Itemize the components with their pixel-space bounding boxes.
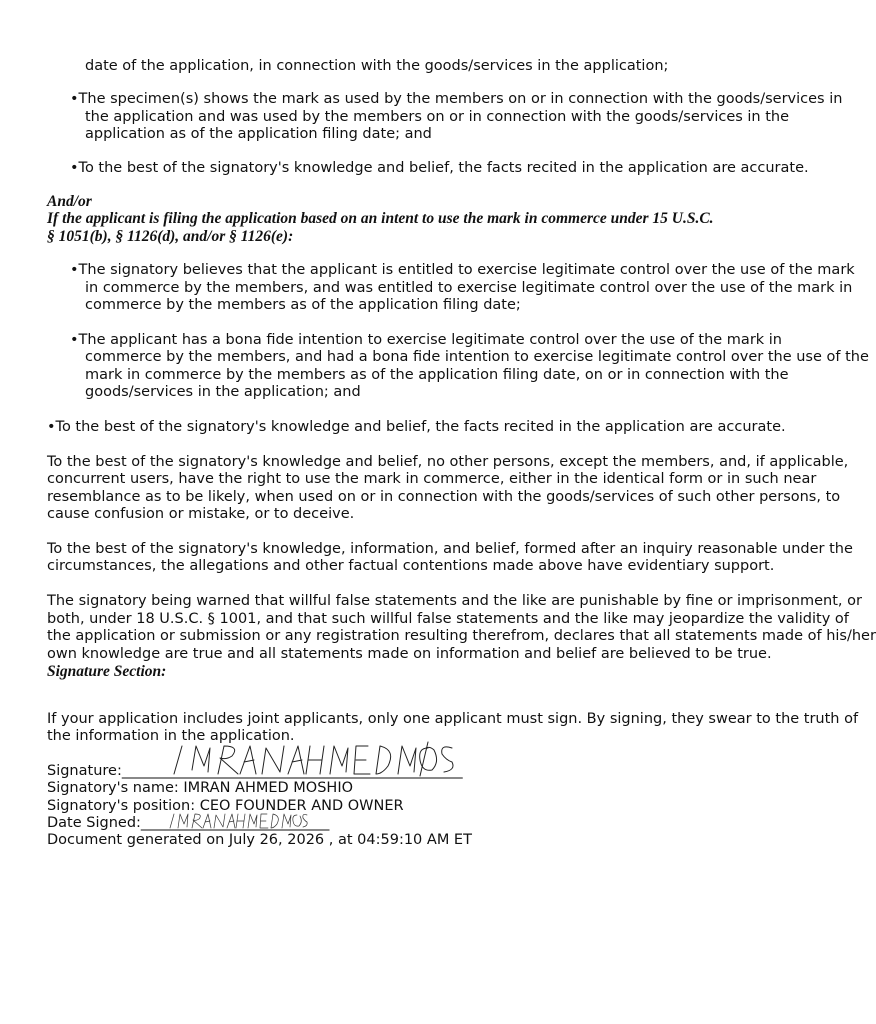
paragraph-warning-line2: both, under 18 U.S.C. § 1001, and that such willful false statements and the like may jeopardize the validity of (47, 611, 849, 627)
paragraph-no-other-persons-line4: cause confusion or mistake, or to deceive. (47, 506, 355, 522)
paragraph-no-other-persons: To the best of the signatory's knowledge and belief, no other persons, except the members, and, if applicable, (47, 454, 849, 470)
bullet-specimen: •The specimen(s) shows the mark as used by the members on or in connection with the goods/services in (70, 91, 843, 107)
intent-to-use-heading-line2: § 1051(b), § 1126(d), and/or § 1126(e): (47, 228, 294, 245)
paragraph-evidentiary-support-line2: circumstances, the allegations and other factual contentions made above have evidentiary support. (47, 558, 775, 574)
bullet-legitimate-control-line2: in commerce by the members, and was entitled to exercise legitimate control over the use of the mark in (85, 280, 853, 296)
date-signed-label: Date Signed: (47, 815, 141, 831)
signature-section-heading: Signature Section: (47, 663, 167, 680)
signatory-name: Signatory's name: IMRAN AHMED MOSHIO (47, 780, 354, 796)
date-signed-line: __________________________ (140, 815, 330, 831)
paragraph-no-other-persons-line2: concurrent users, have the right to use the mark in commerce, either in the identical form or in such near (47, 471, 817, 487)
paragraph-warning: The signatory being warned that willful false statements and the like are punishable by fine or imprisonment, or (47, 593, 862, 609)
paragraph-evidentiary-support: To the best of the signatory's knowledge, information, and belief, formed after an inquiry reasonable under the (47, 541, 853, 557)
signature-line: _______________________________________________ (121, 763, 463, 779)
paragraph-warning-line4: own knowledge are true and all statements made on information and belief are believed to be true. (47, 646, 772, 662)
bullet-bona-fide: •The applicant has a bona fide intention to exercise legitimate control over the use of the mark in (70, 332, 783, 348)
paragraph-warning-line3: the application or submission or any registration resulting therefrom, declares that all statements made of his/her (47, 628, 876, 644)
bullet-bona-fide-line4: goods/services in the application; and (85, 384, 361, 400)
joint-applicants-note: If your application includes joint applicants, only one applicant must sign. By signing, they swear to the truth of (47, 711, 859, 727)
bullet-specimen-line2: the application and was used by the members on or in connection with the goods/services in the (85, 109, 790, 125)
handwritten-signature (170, 740, 460, 780)
paragraph-no-other-persons-line3: resemblance as to be likely, when used on or in connection with the goods/services of such other persons, to (47, 489, 841, 505)
intent-to-use-heading: If the applicant is filing the application based on an intent to use the mark in commerce under 15 U.S.C. (47, 210, 714, 227)
bullet-specimen-line3: application as of the application filing date; and (85, 126, 432, 142)
signature-label: Signature: (47, 763, 122, 779)
document-generated-footer: Document generated on July 26, 2026 , at 04:59:10 AM ET (47, 832, 472, 848)
bullet-facts-accurate-2: •To the best of the signatory's knowledge and belief, the facts recited in the application are accurate. (47, 419, 786, 435)
bullet-facts-accurate: •To the best of the signatory's knowledge and belief, the facts recited in the application are accurate. (70, 160, 809, 176)
date-signed-handwritten-mark (168, 810, 308, 832)
bullet-bona-fide-line3: mark in commerce by the members as of the application filing date, on or in connection with the (85, 367, 789, 383)
bullet-legitimate-control-line3: commerce by the members as of the application filing date; (85, 297, 521, 313)
and-or-heading: And/or (47, 193, 92, 210)
bullet-bona-fide-line2: commerce by the members, and had a bona fide intention to exercise legitimate control over the use of the (85, 349, 869, 365)
joint-applicants-note-line2: the information in the application. (47, 728, 295, 744)
bullet-continuation: date of the application, in connection with the goods/services in the application; (85, 58, 669, 74)
signatory-position: Signatory's position: CEO FOUNDER AND OWNER (47, 798, 404, 814)
bullet-legitimate-control: •The signatory believes that the applicant is entitled to exercise legitimate control over the use of the mark (70, 262, 855, 278)
